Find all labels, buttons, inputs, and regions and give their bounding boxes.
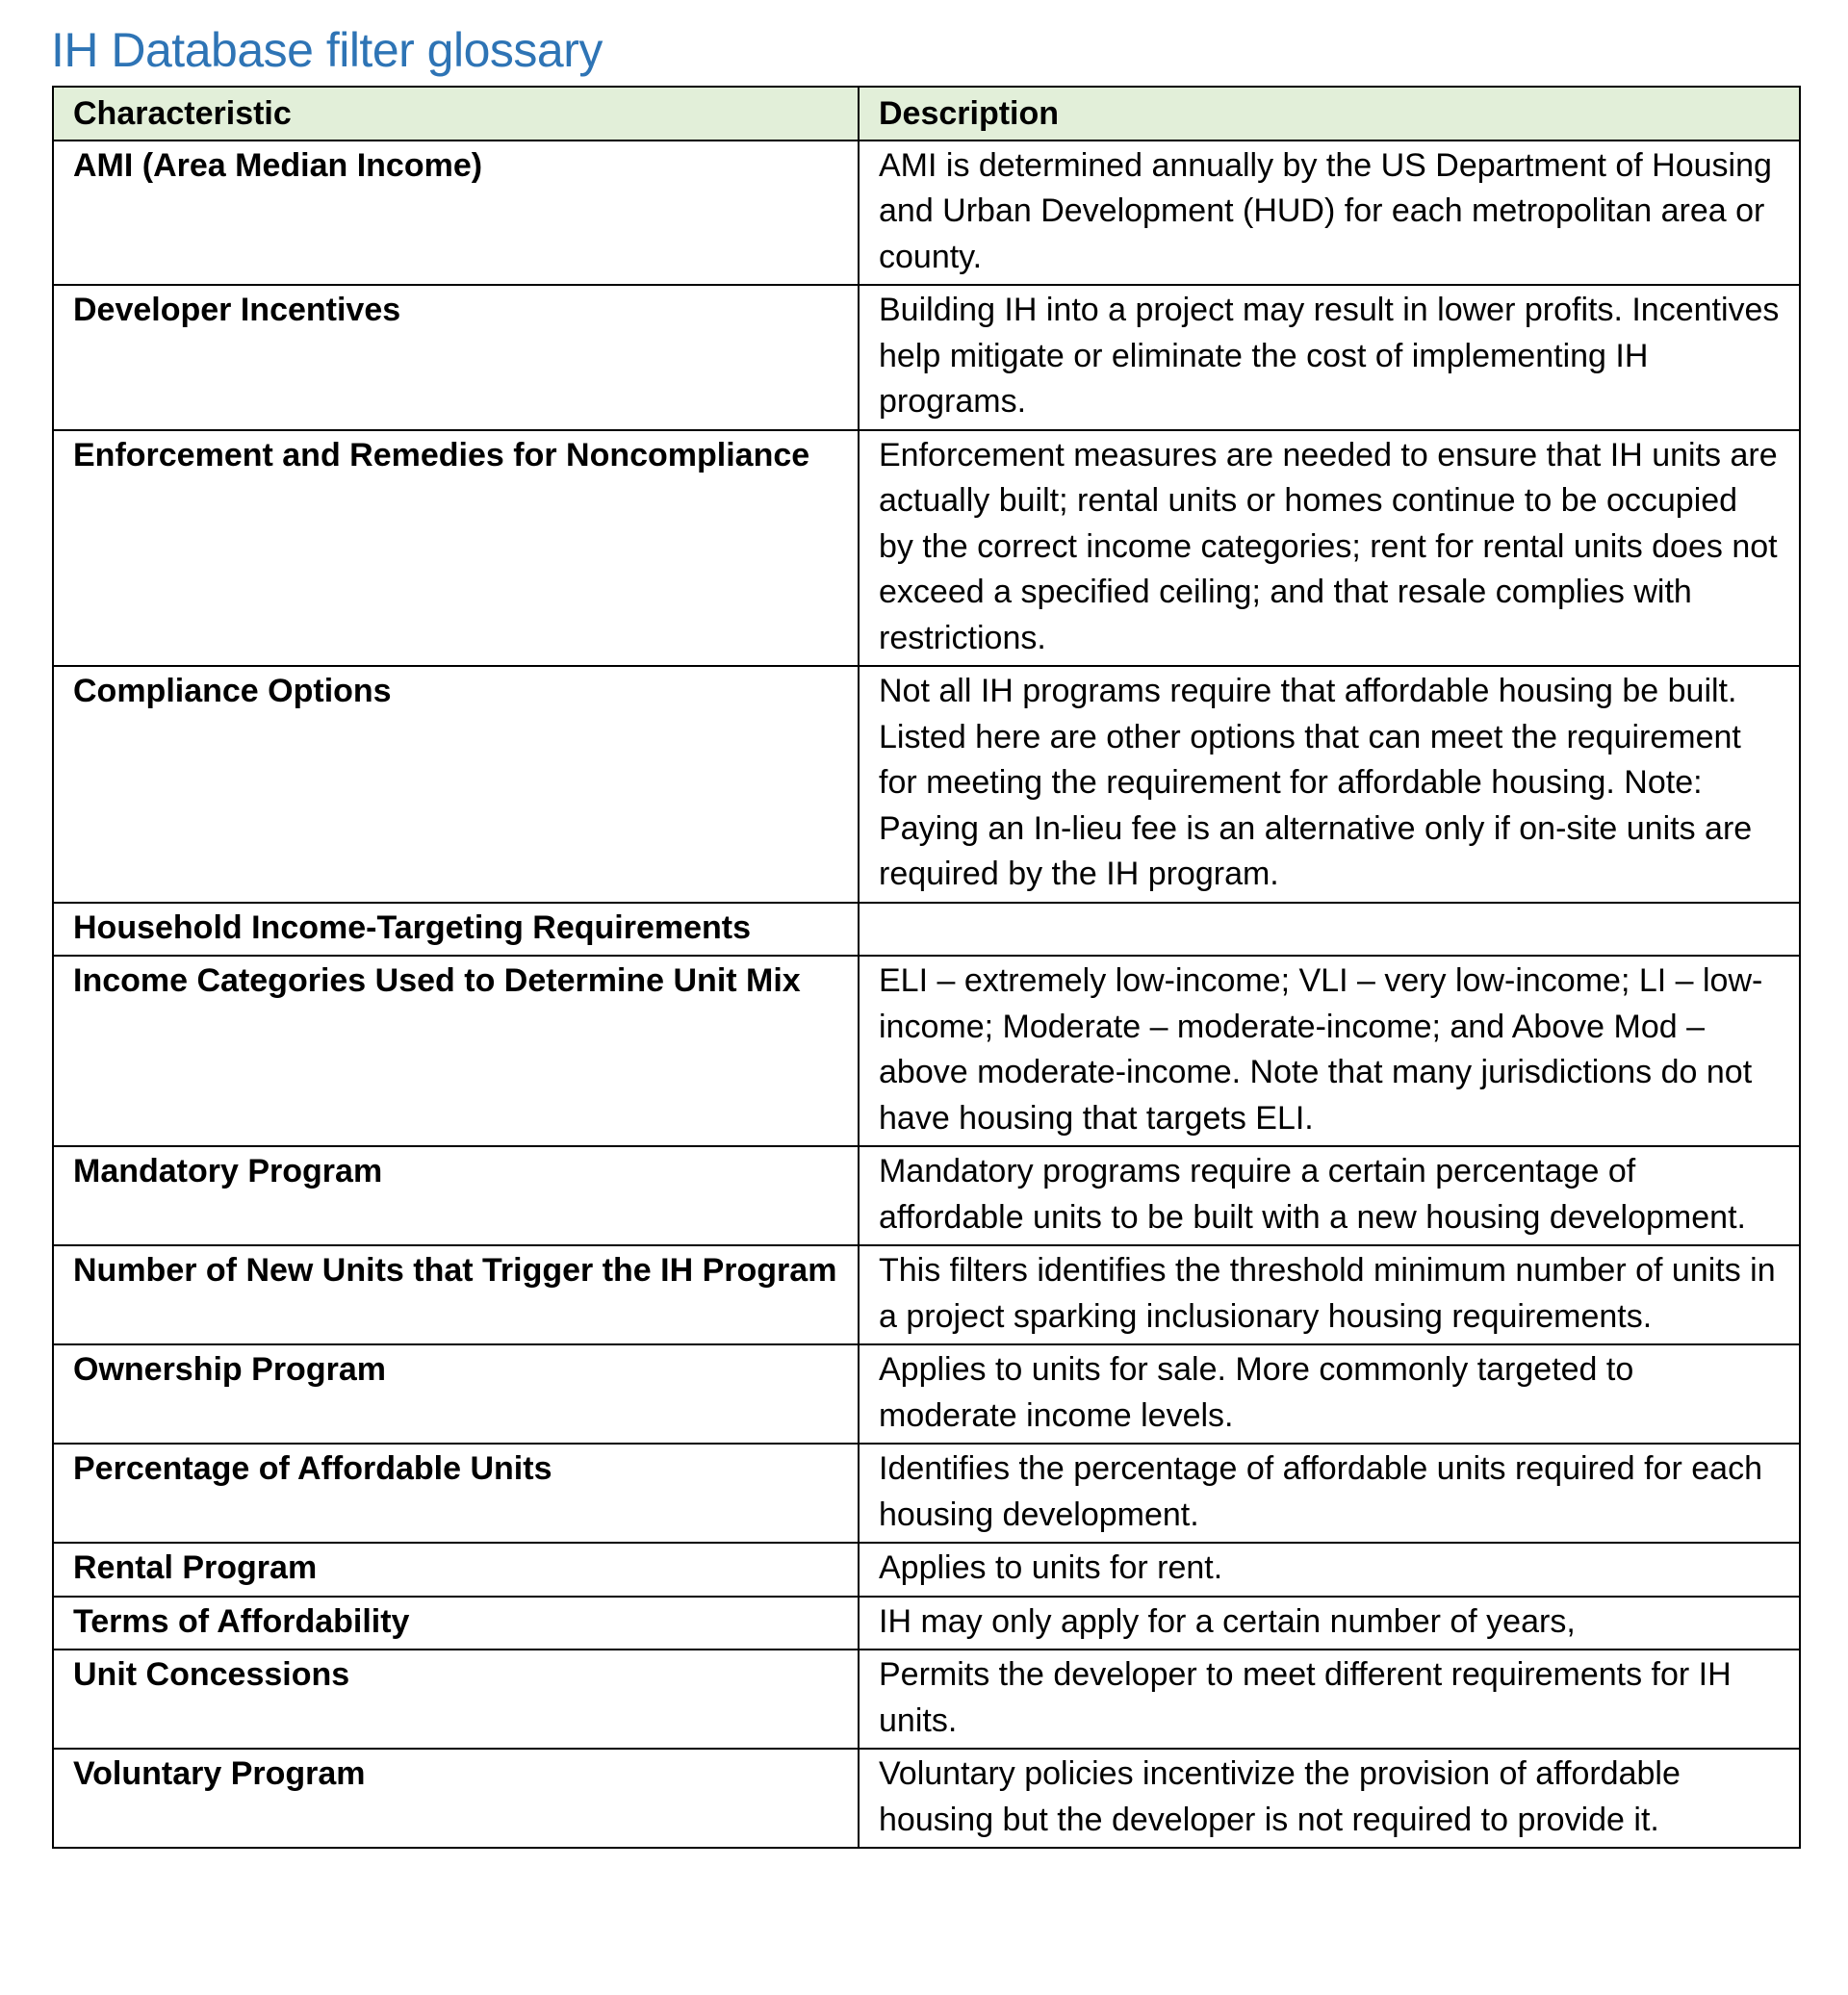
term-cell: Household Income-Targeting Requirements <box>53 903 859 957</box>
description-cell: Identifies the percentage of affordable units required for each housing development. <box>859 1444 1800 1543</box>
table-row <box>53 1245 1800 1344</box>
term-cell: Terms of Affordability <box>53 1597 859 1650</box>
description-cell: Building IH into a project may result in lower profits. Incentives help mitigate or eliminate the cost of implementing IH programs. <box>859 285 1800 430</box>
description-cell <box>859 903 1800 957</box>
term-cell: Percentage of Affordable Units <box>53 1444 859 1543</box>
table-row <box>53 1597 1800 1650</box>
term-cell: Income Categories Used to Determine Unit Mix <box>53 956 859 1146</box>
description-cell: Applies to units for sale. More commonly targeted to moderate income levels. <box>859 1344 1800 1444</box>
term-cell: Unit Concessions <box>53 1650 859 1749</box>
table-row <box>53 1344 1800 1444</box>
description-cell: Mandatory programs require a certain percentage of affordable units to be built with a new housing development. <box>859 1146 1800 1245</box>
column-header-characteristic: Characteristic <box>53 87 859 141</box>
description-cell: Voluntary policies incentivize the provision of affordable housing but the developer is not required to provide it. <box>859 1749 1800 1848</box>
description-cell: AMI is determined annually by the US Department of Housing and Urban Development (HUD) for each metropolitan area or county. <box>859 141 1800 286</box>
table-row <box>53 666 1800 903</box>
term-cell: Developer Incentives <box>53 285 859 430</box>
term-cell: Mandatory Program <box>53 1146 859 1245</box>
table-row <box>53 285 1800 430</box>
table-row <box>53 1146 1800 1245</box>
table-row <box>53 141 1800 286</box>
table-row <box>53 956 1800 1146</box>
term-cell: Compliance Options <box>53 666 859 903</box>
page-title: IH Database filter glossary <box>51 23 603 77</box>
description-cell: ELI – extremely low-income; VLI – very low-income; LI – low-income; Moderate – moderate-income; and Above Mod – above moderate-income. Note that many jurisdictions do not have housing that targets ELI. <box>859 956 1800 1146</box>
term-cell: Ownership Program <box>53 1344 859 1444</box>
table-row <box>53 1749 1800 1848</box>
term-cell: Enforcement and Remedies for Noncompliance <box>53 430 859 667</box>
glossary-table <box>52 86 1801 1849</box>
term-cell: Number of New Units that Trigger the IH Program <box>53 1245 859 1344</box>
table-row <box>53 903 1800 957</box>
term-cell: Voluntary Program <box>53 1749 859 1848</box>
term-cell: Rental Program <box>53 1543 859 1597</box>
table-row <box>53 430 1800 667</box>
column-header-description: Description <box>859 87 1800 141</box>
description-cell: Permits the developer to meet different requirements for IH units. <box>859 1650 1800 1749</box>
description-cell: Not all IH programs require that affordable housing be built. Listed here are other options that can meet the requirement for meeting the requirement for affordable housing. Note: Paying an In-lieu fee is an alternative only if on-site units are required by the IH program. <box>859 666 1800 903</box>
description-cell: This filters identifies the threshold minimum number of units in a project sparking inclusionary housing requirements. <box>859 1245 1800 1344</box>
table-header-row <box>53 87 1800 141</box>
table-row <box>53 1650 1800 1749</box>
table-row <box>53 1444 1800 1543</box>
description-cell: Applies to units for rent. <box>859 1543 1800 1597</box>
term-cell: AMI (Area Median Income) <box>53 141 859 286</box>
description-cell: Enforcement measures are needed to ensure that IH units are actually built; rental units or homes continue to be occupied by the correct income categories; rent for rental units does not exceed a specified ceiling; and that resale complies with restrictions. <box>859 430 1800 667</box>
table-row <box>53 1543 1800 1597</box>
description-cell: IH may only apply for a certain number of years, <box>859 1597 1800 1650</box>
